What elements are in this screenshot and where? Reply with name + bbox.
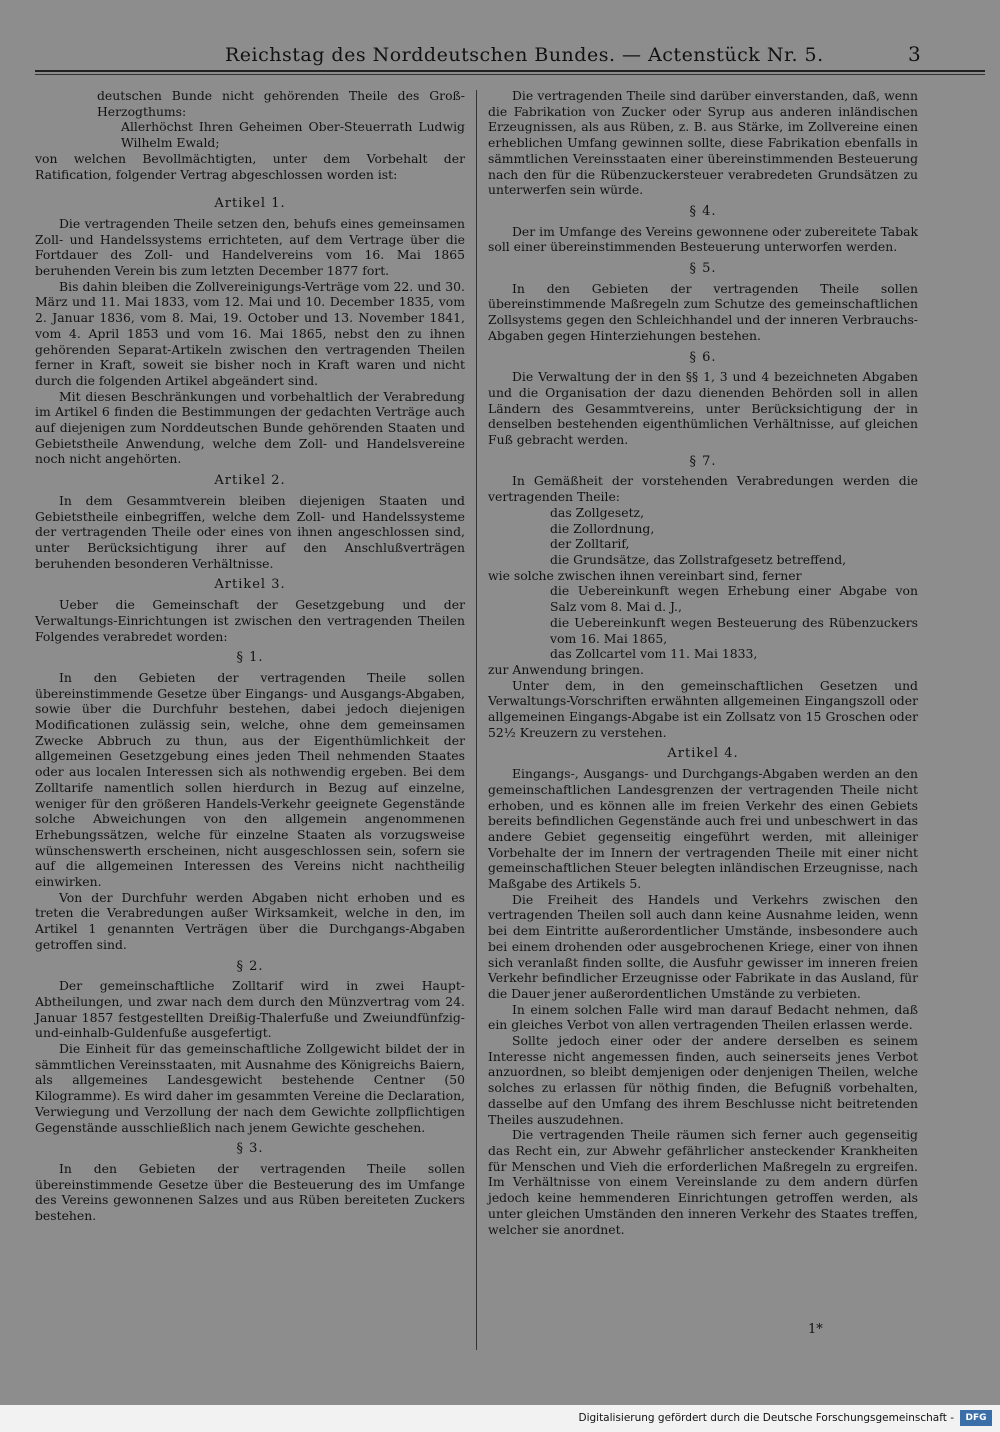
- paragraph: Sollte jedoch einer oder der andere derselben es seinem Interesse nicht angemessen finden, auch seinerseits jenes Verbot anzuordnen, so bleibt demjenigen oder denjenigen Theilen, welche solches zu erlassen für nöthig finden, die Befugniß vorbehalten, dasselbe auf den Umfang des ihrem Beschlusse nicht beitretenden Theiles auszudehnen.: [488, 1033, 918, 1127]
- paragraph: Die vertragenden Theile räumen sich ferner auch gegenseitig das Recht ein, zur Abwehr gefährlicher ansteckender Krankheiten für Menschen und Vieh die erforderlichen Maßregeln zu ergreifen. Im Verhältnisse von einem Vereinslande zu dem andern dürfen jedoch keine hemmenderen Einrichtungen getroffen werden, als unter gleichen Umständen den inneren Verkehr des Staates treffen, welcher sie anordnet.: [488, 1127, 918, 1237]
- paragraph: Eingangs-, Ausgangs- und Durchgangs-Abgaben werden an den gemeinschaftlichen Landesgrenzen der vertragenden Theile nicht erhoben, und es können alle im freien Verkehr des einen Gebiets bereits befindlichen Gegenstände auch frei und unbeschwert in das andere Gebiet gegenseitig eingeführt werden, mit alleiniger Vorbehalte der im Innern der vertragenden Theile mit einer nicht gemeinschaftlichen Steuer belegten inländischen Erzeugnisse, nach Maßgabe des Artikels 5.: [488, 766, 918, 892]
- list-item: das Zollcartel vom 11. Mai 1833,: [550, 646, 758, 662]
- paragraph: Die Verwaltung der in den §§ 1, 3 und 4 bezeichneten Abgaben und die Organisation der dazu dienenden Behörden soll in allen Ländern des Gesammtvereins, unter Berücksichtigung der in denselben bestehenden eigenthümlichen Verhältnisse, auf gleichen Fuß gebracht werden.: [488, 369, 918, 448]
- section-heading: § 2.: [236, 958, 264, 974]
- paragraph: In den Gebieten der vertragenden Theile sollen übereinstimmende Gesetze über die Besteuerung des im Umfange des Vereins gewonnenen Salzes und aus Rüben bereiteten Zuckers bestehen.: [35, 1161, 465, 1224]
- paragraph: Der gemeinschaftliche Zolltarif wird in zwei Haupt-Abtheilungen, und zwar nach dem durch den Münzvertrag vom 24. Januar 1857 festgestellten Dreißig-Thalerfuße und Zweiundfünfzig-und-einhalb-Guldenfuße ausgefertigt.: [35, 978, 465, 1041]
- section-heading: § 6.: [689, 349, 717, 365]
- left-column: [35, 88, 465, 1224]
- paragraph: Bis dahin bleiben die Zollvereinigungs-Verträge vom 22. und 30. März und 11. Mai 1833, vom 12. Mai und 10. December 1835, vom 2. Januar 1836, vom 8. Mai, 19. October und 13. November 1841, vom 4. April 1853 und vom 16. Mai 1865, nebst den zu ihnen gehörenden Separat-Artikeln zwischen den vertragenden Theilen ferner in Kraft, soweit sie bisher noch in Kraft waren und nicht durch die folgenden Artikel abgeändert sind.: [35, 278, 465, 388]
- paragraph: Die Freiheit des Handels und Verkehrs zwischen den vertragenden Theilen soll auch dann keine Ausnahme leiden, wenn bei dem Eintritte außerordentlicher Umstände, insbesondere auch bei einem drohenden oder ausgebrochenen Kriege, einer von ihnen sich veranlaßt finden sollte, die Ausfuhr gewisser im inneren freien Verkehr befindlicher Erzeugnisse oder Fabrikate in das Ausland, für die Dauer jener außerordentlichen Umstände zu verbieten.: [488, 891, 918, 1001]
- footer-credit: Digitalisierung gefördert durch die Deutsche Forschungsgemeinschaft -: [578, 1412, 954, 1424]
- right-column: [488, 88, 918, 1237]
- page-header: [0, 38, 1000, 68]
- section-heading: § 4.: [689, 203, 717, 219]
- paragraph: von welchen Bevollmächtigten, unter dem Vorbehalt der Ratification, folgender Vertrag abgeschlossen worden ist:: [35, 150, 465, 182]
- paragraph: zur Anwendung bringen.: [488, 661, 644, 677]
- section-heading: § 3.: [236, 1141, 264, 1157]
- section-heading: § 7.: [689, 453, 717, 469]
- paragraph: In Gemäßheit der vorstehenden Verabredungen werden die vertragenden Theile:: [488, 473, 918, 505]
- article-heading: Artikel 1.: [214, 196, 286, 212]
- paragraph: Mit diesen Beschränkungen und vorbehaltlich der Verabredung im Artikel 6 finden die Bestimmungen der gedachten Verträge auch auf diejenigen zum Norddeutschen Bunde gehörenden Staaten und Gebietstheile Anwendung, welche dem Zoll- und Handelsvereine noch nicht angehörten.: [35, 388, 465, 467]
- digitization-footer: [0, 1405, 1000, 1432]
- list-item: die Uebereinkunft wegen Besteuerung des Rübenzuckers vom 16. Mai 1865,: [550, 614, 918, 646]
- paragraph: In dem Gesammtverein bleiben diejenigen Staaten und Gebietstheile einbegriffen, welche dem Zoll- und Handelssysteme der vertragenden Theile oder eines von ihnen angeschlossen sind, unter Berücksichtigung ihrer auf den Anschlußverträgen beruhenden besonderen Verhältnisse.: [35, 492, 465, 571]
- column-divider: [476, 90, 477, 1350]
- article-heading: Artikel 4.: [667, 746, 739, 762]
- paragraph: Der im Umfange des Vereins gewonnene oder zubereitete Tabak soll einer übereinstimmenden Besteuerung unterworfen werden.: [488, 223, 918, 255]
- paragraph: deutschen Bunde nicht gehörenden Theile des Groß-Herzogthums:: [97, 88, 465, 119]
- dfg-logo-icon[interactable]: DFG: [960, 1410, 992, 1426]
- header-rule: [35, 70, 985, 72]
- paragraph: Unter dem, in den gemeinschaftlichen Gesetzen und Verwaltungs-Vorschriften erwähnten allgemeinen Eingangszoll oder allgemeinen Eingangs-Abgabe ist ein Zollsatz von 15 Groschen oder 52½ Kreuzern zu verstehen.: [488, 677, 918, 740]
- paragraph: Die Einheit für das gemeinschaftliche Zollgewicht bildet der in sämmtlichen Vereinsstaaten, mit Ausnahme des Königreichs Baiern, als allgemeines Landesgewicht bestehende Centner (50 Kilogramme). Es wird daher im gesammten Vereine die Declaration, Verwiegung und Verzollung der nach dem Gewichte zollpflichtigen Gegenstände ausschließlich nach jenem Gewichte geschehen.: [35, 1041, 465, 1135]
- list-item: das Zollgesetz,: [550, 504, 645, 520]
- paragraph: Allerhöchst Ihren Geheimen Ober-Steuerrath Ludwig Wilhelm Ewald;: [121, 119, 465, 151]
- paragraph: Von der Durchfuhr werden Abgaben nicht erhoben und es treten die Verabredungen außer Wirksamkeit, welche in den, im Artikel 1 genannten Verträgen über die Durchgangs-Abgaben getroffen sind.: [35, 889, 465, 952]
- page-number: 3: [908, 42, 921, 66]
- paragraph: Ueber die Gemeinschaft der Gesetzgebung und der Verwaltungs-Einrichtungen ist zwischen den vertragenden Theilen Folgendes verabredet worden:: [35, 597, 465, 644]
- running-title: Reichstag des Norddeutschen Bundes. — Actenstück Nr. 5.: [225, 44, 824, 66]
- paragraph: Die vertragenden Theile setzen den, behufs eines gemeinsamen Zoll- und Handelssystems errichteten, auf dem Vertrage über die Fortdauer des Zoll- und Handelvereins vom 16. Mai 1865 beruhenden Verein bis zum letzten December 1877 fort.: [35, 215, 465, 279]
- list-item: die Grundsätze, das Zollstrafgesetz betreffend,: [550, 551, 847, 567]
- paragraph: In den Gebieten der vertragenden Theile sollen übereinstimmende Gesetze über Eingangs- und Ausgangs-Abgaben, sowie über die Durchfuhr bestehen, dabei jedoch diejenigen Modificationen zulässig sein, welche, ohne dem gemeinsamen Zwecke Abbruch zu thun, aus der Eigenthümlichkeit der allgemeinen Gesetzgebung eines jeden Theil nehmenden Staates oder aus localen Interessen sich als nothwendig ergeben. Bei dem Zolltarife namentlich sollen hierdurch in Bezug auf einzelne, weniger für den größeren Handels-Verkehr geeignete Gegenstände solche Abweichungen von den allgemein angenommenen Erhebungssätzen, welche für einzelne Staaten als vorzugsweise wünschenswerth erscheinen, nicht ausgeschlossen sein, sofern sie auf die allgemeinen Interessen des Vereins nicht nachtheilig einwirken.: [35, 669, 465, 890]
- section-heading: § 5.: [689, 261, 717, 277]
- list-item: die Uebereinkunft wegen Erhebung einer Abgabe von Salz vom 8. Mai d. J.,: [550, 583, 918, 615]
- article-heading: Artikel 3.: [214, 577, 286, 593]
- paragraph: In einem solchen Falle wird man darauf Bedacht nehmen, daß ein gleiches Verbot von allen vertragenden Theilen erlassen werde.: [488, 1001, 918, 1033]
- paragraph: wie solche zwischen ihnen vereinbart sind, ferner: [488, 567, 802, 583]
- signature-mark: 1*: [808, 1322, 823, 1337]
- list-item: die Zollordnung,: [550, 520, 655, 536]
- article-heading: Artikel 2.: [214, 473, 286, 489]
- list-item: der Zolltarif,: [550, 536, 630, 552]
- paragraph: In den Gebieten der vertragenden Theile sollen übereinstimmende Maßregeln zum Schutze des gemeinschaftlichen Zollsystems gegen den Schleichhandel und der inneren Verbrauchs-Abgaben gegen Hinterziehungen bestehen.: [488, 280, 918, 343]
- header-rule-thin: [35, 74, 985, 75]
- section-heading: § 1.: [236, 650, 264, 666]
- paragraph: Die vertragenden Theile sind darüber einverstanden, daß, wenn die Fabrikation von Zucker oder Syrup aus anderen inländischen Erzeugnissen, als aus Rüben, z. B. aus Stärke, im Zollvereine einen erheblichen Umfang gewinnen sollte, diese Fabrikation ebenfalls in sämmtlichen Vereinsstaaten einer übereinstimmenden Besteuerung nach den für die Rübenzuckersteuer verabredeten Grundsätzen zu unterwerfen sein würde.: [488, 88, 918, 198]
